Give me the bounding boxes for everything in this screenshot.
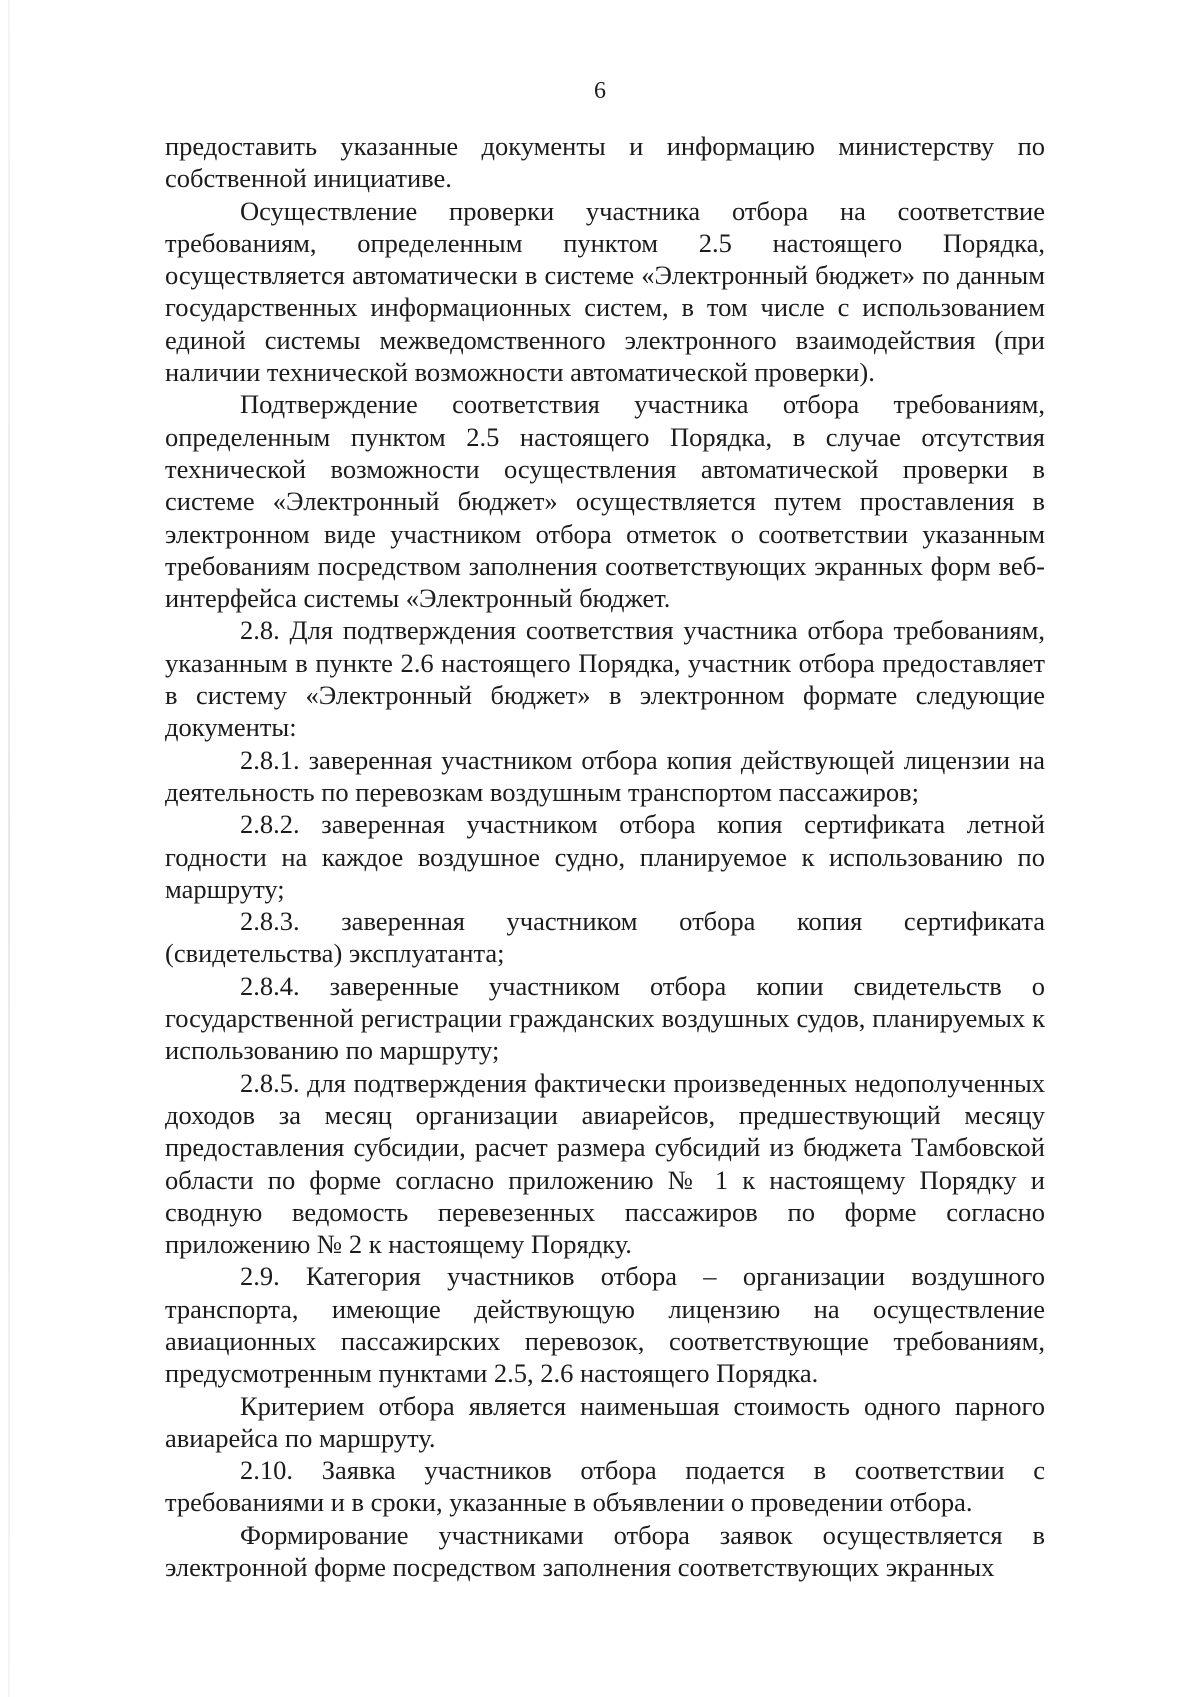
paragraph-continuation: предоставить указанные документы и информацию министерству по собственной инициативе. <box>165 131 1045 194</box>
paragraph-2-10: 2.10. Заявка участников отбора подается в соответствии с требованиями и в сроки, указанные в объявлении о проведении отбора. <box>165 1455 1045 1518</box>
page-number: 6 <box>594 78 606 104</box>
document-body <box>165 130 1045 1583</box>
paragraph-automatic-check: Осуществление проверки участника отбора на соответствие требованиям, определенным пунктом 2.5 настоящего Порядка, осуществляется автоматически в системе «Электронный бюджет» по данным государственных информационных систем, в том числе с использованием единой системы межведомственного электронного взаимодействия (при наличии технической возможности автоматической проверки). <box>165 195 1045 388</box>
paragraph-2-8-4: 2.8.4. заверенные участником отбора копии свидетельств о государственной регистрации гражданских воздушных судов, планируемых к использованию по маршруту; <box>165 970 1045 1066</box>
paragraph-2-8-2: 2.8.2. заверенная участником отбора копия сертификата летной годности на каждое воздушное судно, планируемое к использованию по маршруту; <box>165 809 1045 904</box>
paragraph-manual-confirmation: Подтверждение соответствия участника отбора требованиям, определенным пунктом 2.5 настоящего Порядка, в случае отсутствия технической возможности осуществления автоматической проверки в системе «Электронный бюджет» осуществляется путем проставления в электронном виде участником отбора отметок о соответствии указанным требованиям посредством заполнения соответствующих экранных форм веб-интерфейса системы «Электронный бюджет. <box>165 389 1045 614</box>
paragraph-2-9: 2.9. Категория участников отбора – организации воздушного транспорта, имеющие действующую лицензию на осуществление авиационных пассажирских перевозок, соответствующие требованиям, предусмотренным пунктами 2.5, 2.6 настоящего Порядка. <box>165 1261 1045 1389</box>
paragraph-2-8-1: 2.8.1. заверенная участником отбора копия действующей лицензии на деятельность по перевозкам воздушным транспортом пассажиров; <box>165 744 1045 807</box>
paragraph-2-8-5: 2.8.5. для подтверждения фактически произведенных недополученных доходов за месяц организации авиарейсов, предшествующий месяцу предоставления субсидии, расчет размера субсидий из бюджета Тамбовской области по форме согласно приложению № 1 к настоящему Порядку и сводную ведомость перевезенных пассажиров по форме согласно приложению № 2 к настоящему Порядку. <box>165 1067 1045 1260</box>
paragraph-2-8: 2.8. Для подтверждения соответствия участника отбора требованиям, указанным в пункте 2.6 настоящего Порядка, участник отбора предоставляет в систему «Электронный бюджет» в электронном формате следующие документы: <box>165 615 1045 743</box>
paragraph-application-forming: Формирование участниками отбора заявок осуществляется в электронной форме посредством заполнения соответствующих экранных <box>165 1519 1045 1583</box>
scan-edge <box>8 0 10 1697</box>
paragraph-2-8-3: 2.8.3. заверенная участником отбора копия сертификата (свидетельства) эксплуатанта; <box>165 906 1045 969</box>
paragraph-selection-criterion: Критерием отбора является наименьшая стоимость одного парного авиарейса по маршруту. <box>165 1390 1045 1453</box>
